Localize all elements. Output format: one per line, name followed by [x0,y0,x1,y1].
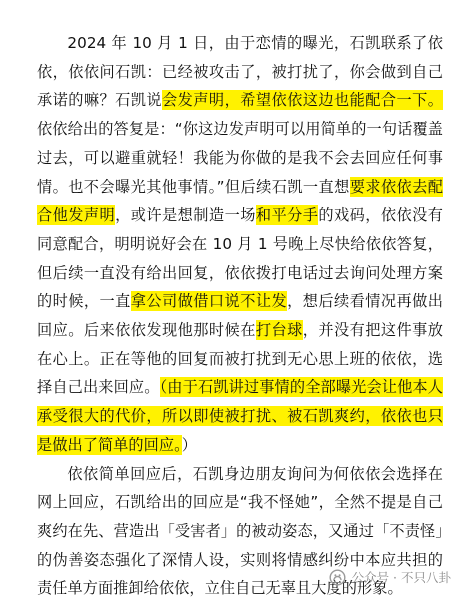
highlight-announce-statement: 会发声明，希望依依这边也能配合一下。 [162,91,443,110]
paragraph-1-text-a: 2024 年 10 月 1 日，由于恋情的曝光，石凯联系了依依，依依问石凯：已经被攻击了，被打扰了，你会做到自己承诺的嘛？石凯说 [37,34,443,110]
highlight-request-cooperation: 要求依依去配合他发声明 [37,177,443,225]
paragraph-1-text-d: 的戏码，依依没有同意配合，明明说好会在 10 月 1 号晚上尽快给依依答复，但后续一直没有给出回复，依依拨打电话过去询问处理方案的时候，一直 [37,206,444,311]
paragraph-1-text-c: ，或许是想制造一场 [115,206,256,225]
paragraph-1-text-g: ） [181,435,198,454]
paragraph-1-text-e: ，想后续看情况再做出回应。后来依依发现他那时候在 [37,292,444,340]
paragraph-2: 依依简单回应后，石凯身边朋友询问为何依依会选择在网上回应，石凯给出的回应是“我不怪她”，全然不提是自己爽约在先、营造出「受害者」的被动姿态，又通过「不责怪」的伪善姿态强化了深情人设，实则将情感纠纷中本应共担的责任单方面推卸给依依，立住自己无辜且大度的形象。 [37,464,443,598]
watermark [329,568,451,586]
highlight-peaceful-breakup: 和平分手 [255,206,319,225]
paragraph-1 [37,29,443,460]
highlight-simple-response-note: （由于石凯讲过事情的全部曝光会让他本人承受很大的代价，所以即使被打扰、被石凯爽约，依依也只是做出了简单的回应。 [37,378,443,454]
paragraph-1-text-b: 依依给出的答复是：“你这边发声明可以用简单的一句话覆盖过去，可以避重就轻！我能为你做的是我不会去回应任何事情。也不会曝光其他事情。”但后续石凯一直想 [37,120,443,196]
article-body [37,29,443,603]
paragraph-1-text-f: ，并没有把这件事放在心上。正在等他的回复而被打扰到无心思上班的依依，选择自己出来回应。 [37,321,443,397]
highlight-company-excuse: 拿公司做借口说不让发 [130,292,288,311]
wechat-official-account-icon [329,569,346,586]
watermark-text: 公众号 · 不只八卦 [351,570,451,585]
highlight-billiards: 打台球 [255,321,303,340]
